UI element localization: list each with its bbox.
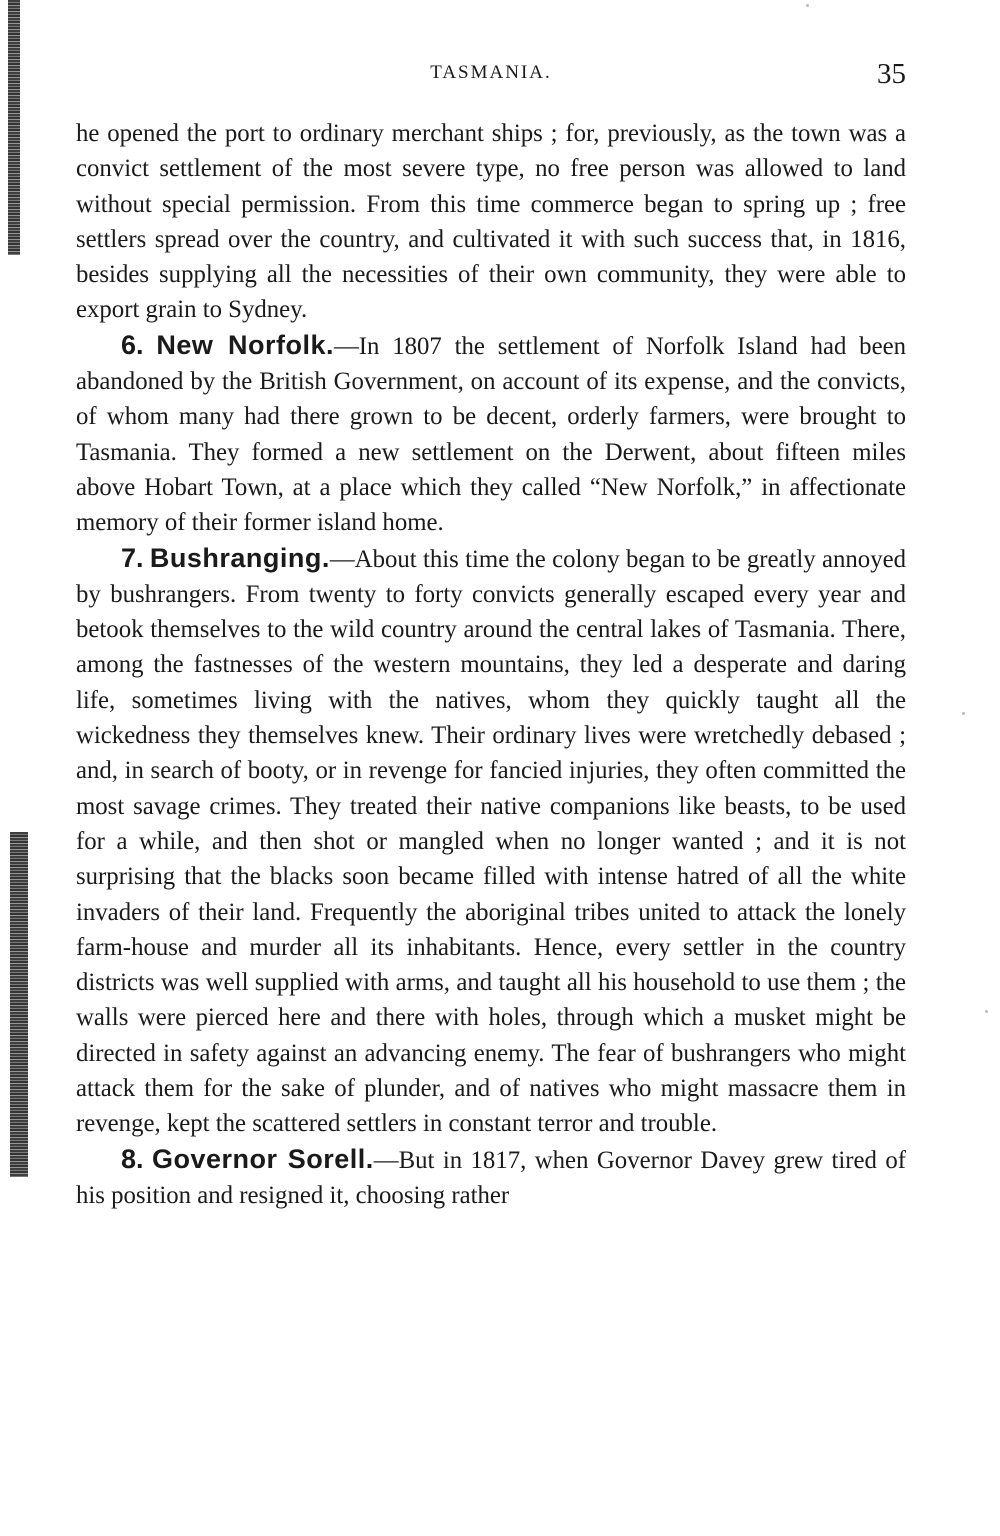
scan-speck	[985, 1010, 988, 1013]
section-number: 7.	[121, 542, 144, 573]
paragraph-text: —But in 1817, when Governor Davey grew tired of his position and resigned it, choosing rather	[76, 1146, 907, 1209]
page-header-title: TASMANIA.	[430, 62, 552, 83]
section-heading: New Norfolk.	[156, 329, 334, 360]
section-bushranging	[76, 541, 906, 1142]
scan-edge-artifact-top	[8, 0, 20, 255]
paragraph-text: —In 1807 the settlement of Norfolk Island had been abandoned by the British Government, on account of its expense, and the convicts, of whom many had there grown to be decent, orderly farmers, were brought to Tasmania. They formed a new settlement on the Derwent, about fifteen miles above Hobart Town, at a place which they called “New Norfolk,” in affectionate memory of their former island home.	[76, 332, 906, 537]
page-number: 35	[877, 58, 906, 90]
section-heading: Governor Sorell.	[151, 1143, 374, 1174]
section-governor-sorell	[76, 1142, 906, 1214]
scan-speck	[962, 712, 965, 715]
section-new-norfolk	[76, 328, 906, 541]
paragraph-text: he opened the port to ordinary merchant ships ; for, previously, as the town was a convict settlement of the most severe type, no free person was allowed to land without special permission. From this time commerce began to spring up ; free settlers spread over the country, and cultivated it with such success that, in 1816, besides supplying all the necessities of their own community, they were able to export grain to Sydney.	[76, 120, 906, 324]
scan-speck	[806, 4, 809, 7]
paragraph-continuation	[76, 116, 906, 328]
section-number: 8.	[121, 1143, 144, 1174]
paragraph-text: —About this time the colony began to be greatly annoyed by bushrangers. From twenty to forty convicts generally escaped every year and betook themselves to the wild country around the central lakes of Tasmania. There, among the fastnesses of the western mountains, they led a desperate and daring life, sometimes living with the natives, whom they quickly taught all the wickedness they themselves knew. Their ordinary lives were wretchedly debased ; and, in search of booty, or in revenge for fancied injuries, they often committed the most savage crimes. They treated their native companions like beasts, to be used for a while, and then shot or mangled when no longer wanted ; and it is not surprising that the blacks soon became filled with intense hatred of all the white invaders of their land. Frequently the aboriginal tribes united to attack the lonely farm-house and murder all its inhabitants. Hence, every settler in the country districts was well supplied with arms, and taught all his household to use them ; the walls were pierced here and there with holes, through which a musket might be directed in safety against an advancing enemy. The fear of bushrangers who might attack them for the sake of plunder, and of natives who might massacre them in revenge, kept the scattered settlers in constant terror and trouble.	[76, 545, 906, 1138]
section-number: 6.	[121, 329, 144, 360]
section-heading: Bushranging.	[149, 542, 330, 573]
running-head	[76, 58, 906, 98]
text-body	[76, 116, 906, 1213]
scan-edge-artifact-middle	[10, 832, 28, 1177]
